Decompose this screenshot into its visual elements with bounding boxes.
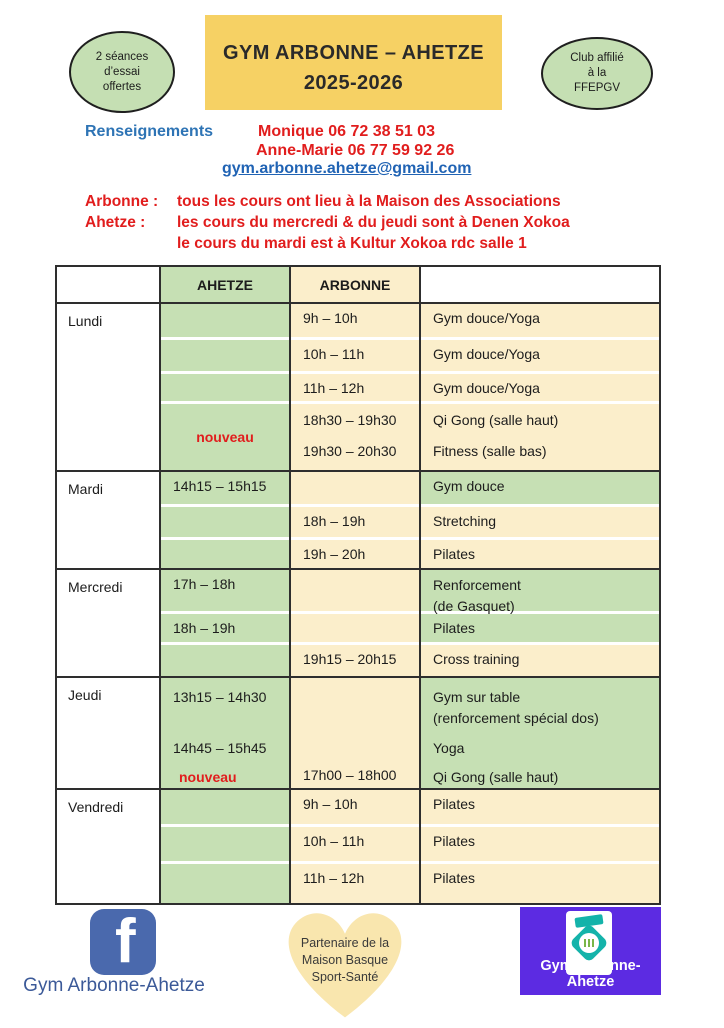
time-cell (291, 304, 419, 337)
day-label: Jeudi (68, 687, 102, 703)
activity-cell (421, 570, 659, 614)
activity-column (419, 570, 659, 676)
location-text-arbonne: tous les cours ont lieu à la Maison des Associations (177, 193, 561, 210)
activity-text: Gym douce/Yoga (433, 346, 540, 362)
table-header-row (57, 267, 659, 302)
new-badge-cell (161, 404, 289, 470)
partner-heart (258, 903, 432, 1023)
day-label: Mardi (68, 481, 104, 497)
day-block-lundi (57, 302, 659, 470)
time-text: 14h45 – 15h45 (173, 740, 267, 756)
empty-cell (161, 507, 289, 537)
club-emblem-icon (579, 933, 599, 953)
activity-cell (421, 304, 659, 337)
activity-cell (421, 645, 659, 676)
time-text: 13h15 – 14h30 (173, 689, 267, 705)
day-cell (57, 472, 159, 568)
ahetze-column (159, 304, 289, 470)
activity-cell (421, 540, 659, 568)
time-cell (291, 540, 419, 568)
activity-text: Renforcement (433, 577, 521, 593)
club-name: Gym Arbonne-Ahetze (540, 958, 641, 990)
activity-text: Gym douce/Yoga (433, 380, 540, 396)
activity-text: Fitness (salle bas) (433, 443, 547, 459)
time-text: 19h – 20h (303, 546, 366, 562)
new-badge: nouveau (179, 769, 237, 785)
activity-text: Gym douce (433, 478, 505, 494)
day-cell (57, 570, 159, 676)
day-block-vendredi (57, 788, 659, 903)
activity-column (419, 304, 659, 470)
affiliation-line: FFEPGV (573, 82, 620, 94)
empty-cell (161, 827, 289, 861)
activity-cell (421, 864, 659, 903)
facebook-f-glyph: f (115, 909, 136, 975)
empty-cell (291, 614, 419, 642)
activity-column (419, 790, 659, 903)
time-cell (291, 864, 419, 903)
ahetze-column (159, 570, 289, 676)
page-title: GYM ARBONNE – AHETZE (223, 42, 484, 64)
day-block-mardi (57, 470, 659, 568)
new-badge: nouveau (196, 429, 254, 445)
day-label: Vendredi (68, 799, 124, 815)
schedule-table (55, 265, 661, 905)
arbonne-column (289, 304, 419, 470)
header-arbonne-cell: ARBONNE (289, 267, 419, 302)
phone-monique: Monique 06 72 38 51 03 (258, 123, 435, 140)
arbonne-column (289, 570, 419, 676)
arbonne-column (289, 678, 419, 788)
trial-offer-line: offertes (102, 80, 142, 93)
ahetze-column (159, 678, 289, 788)
location-text-ahetze: les cours du mercredi & du jeudi sont à Denen Xokoa (177, 214, 570, 231)
time-text: 19h30 – 20h30 (303, 443, 397, 459)
time-cell (161, 570, 289, 611)
time-text: 10h – 11h (303, 346, 365, 362)
time-text: 9h – 10h (303, 796, 358, 812)
time-text: 14h15 – 15h15 (173, 478, 267, 494)
time-cell (291, 645, 419, 676)
location-label-empty (85, 233, 161, 254)
activity-cell (421, 472, 659, 504)
phone-annemarie: Anne-Marie 06 77 59 92 26 (256, 142, 455, 159)
activity-text: Yoga (433, 740, 465, 756)
time-text: 18h – 19h (303, 513, 366, 529)
time-text: 17h00 – 18h00 (303, 767, 397, 783)
activity-text: Pilates (433, 870, 476, 886)
affiliation-line: à la (587, 67, 607, 79)
activity-text: Qi Gong (salle haut) (433, 769, 559, 785)
activity-text: Gym sur table (renforcement spécial dos) (433, 689, 599, 726)
time-text: 11h – 12h (303, 870, 365, 886)
trial-offer-line: d’essai (104, 65, 140, 78)
day-label: Mercredi (68, 579, 123, 595)
activity-cell (421, 790, 659, 824)
location-text-ahetze-2: le cours du mardi est à Kultur Xokoa rdc salle 1 (177, 235, 527, 252)
activity-text: (de Gasquet) (433, 598, 515, 614)
email-link[interactable]: gym.arbonne.ahetze@gmail.com (222, 160, 472, 177)
header-ahetze-cell: AHETZE (159, 267, 289, 302)
day-block-mercredi (57, 568, 659, 676)
day-block-jeudi (57, 676, 659, 788)
time-text: 9h – 10h (303, 310, 358, 326)
empty-cell (161, 374, 289, 401)
affiliation-line: Club affilié (570, 52, 624, 64)
partner-line: Sport-Santé (311, 970, 379, 984)
partner-line: Maison Basque (301, 953, 389, 967)
activity-cell (421, 404, 659, 470)
activity-text: Pilates (433, 833, 476, 849)
activity-column (419, 678, 659, 788)
locations-note (85, 191, 660, 254)
activity-cell (421, 827, 659, 861)
day-label: Lundi (68, 313, 103, 329)
activity-cell (421, 678, 659, 788)
header-day-cell (57, 267, 159, 302)
contact-label: Renseignements (85, 123, 214, 140)
arbonne-column (289, 790, 419, 903)
empty-cell (161, 340, 289, 371)
empty-cell (161, 304, 289, 337)
location-label-ahetze: Ahetze : (85, 214, 146, 231)
trial-offer-badge (69, 31, 175, 113)
activity-cell (421, 507, 659, 537)
time-cell (291, 790, 419, 824)
club-logo-box (520, 907, 661, 995)
facebook-icon[interactable] (90, 909, 156, 975)
ahetze-column (159, 472, 289, 568)
club-affiliation-badge (541, 37, 653, 110)
time-cell (291, 827, 419, 861)
time-cell (291, 507, 419, 537)
ffepgv-mark-icon (584, 939, 594, 947)
facebook-page-name: Gym Arbonne-Ahetze (23, 975, 205, 996)
time-text: 11h – 12h (303, 380, 365, 396)
header-activity-cell (419, 267, 659, 302)
arbonne-column (289, 472, 419, 568)
partner-text (258, 935, 432, 986)
time-cell (161, 614, 289, 642)
time-cell (291, 404, 419, 470)
activity-cell (421, 614, 659, 642)
location-label-arbonne: Arbonne : (85, 193, 159, 210)
activity-text: Cross training (433, 651, 520, 667)
activity-text: Pilates (433, 546, 476, 562)
activity-text: Qi Gong (salle haut) (433, 412, 559, 428)
day-cell (57, 790, 159, 903)
page-season: 2025-2026 (303, 72, 404, 94)
activity-cell (421, 340, 659, 371)
time-cell (161, 472, 289, 504)
time-text: 10h – 11h (303, 833, 365, 849)
time-text: 18h30 – 19h30 (303, 412, 397, 428)
empty-cell (161, 645, 289, 676)
empty-cell (161, 540, 289, 568)
trial-offer-line: 2 séances (95, 50, 149, 63)
time-text: 17h – 18h (173, 576, 236, 592)
activity-text: Pilates (433, 620, 476, 636)
empty-cell (291, 570, 419, 611)
empty-cell (161, 864, 289, 903)
ahetze-column (159, 790, 289, 903)
time-text: 18h – 19h (173, 620, 236, 636)
activity-cell (421, 374, 659, 401)
activity-column (419, 472, 659, 568)
day-cell (57, 304, 159, 470)
empty-cell (291, 472, 419, 504)
time-cell (291, 340, 419, 371)
activity-text: Gym douce/Yoga (433, 310, 540, 326)
partner-line: Partenaire de la (300, 936, 390, 950)
title-box (205, 15, 502, 110)
activity-text: Pilates (433, 796, 476, 812)
empty-cell (161, 790, 289, 824)
time-cell (291, 374, 419, 401)
activity-text: Stretching (433, 513, 497, 529)
time-text: 19h15 – 20h15 (303, 651, 397, 667)
time-cell (291, 678, 419, 788)
day-cell (57, 678, 159, 788)
time-cell (161, 678, 289, 788)
